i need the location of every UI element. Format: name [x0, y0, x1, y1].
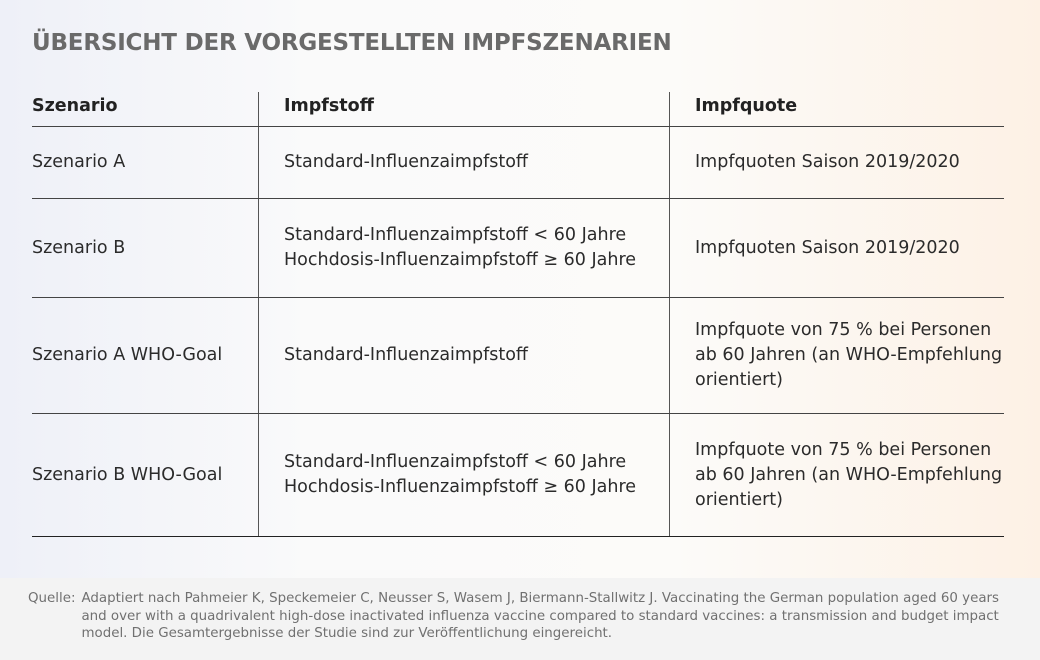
rate-line: Impfquoten Saison 2019/2020 — [695, 237, 960, 258]
source-note — [28, 590, 1013, 643]
source-text: Adaptiert nach Pahmeier K, Speckemeier C, Neusser S, Wasem J, Biermann-Stallwitz J. Vaccinating the German population aged 60 years and over with a quadrivalent high-dose inactivated influenza vaccine compared to standard vaccines: a transmission and budget impact model. Die Gesamtergebnisse der Studie sind zur Veröffentlichung eingereicht. — [81, 591, 1000, 641]
vaccine-cell — [258, 298, 669, 413]
table-row — [32, 414, 1004, 537]
vaccine-cell — [258, 414, 669, 536]
vaccine-line: Hochdosis-Influenzaimpfstoff ≥ 60 Jahre — [284, 477, 637, 497]
vaccine-cell — [258, 127, 669, 198]
scenario-cell: Szenario B WHO-Goal — [32, 464, 223, 485]
column-header-scenario: Szenario — [32, 96, 118, 116]
source-footer — [0, 578, 1040, 660]
vaccine-line: Standard-Influenzaimpfstoff — [284, 345, 528, 365]
rate-line: orientiert) — [695, 370, 783, 390]
vaccine-line: Standard-Influenzaimpfstoff < 60 Jahre — [284, 225, 627, 245]
scenario-cell: Szenario A — [32, 152, 126, 172]
rate-cell — [669, 199, 1004, 297]
rate-line: ab 60 Jahren (an WHO-Empfehlung — [695, 464, 1003, 485]
rate-cell — [669, 127, 1004, 198]
vaccine-line: Hochdosis-Influenzaimpfstoff ≥ 60 Jahre — [284, 250, 637, 270]
table-row — [32, 199, 1004, 298]
scenario-cell: Szenario B — [32, 237, 126, 258]
source-label: Quelle: — [28, 591, 76, 606]
rate-line: ab 60 Jahren (an WHO-Empfehlung — [695, 345, 1003, 365]
rate-cell — [669, 414, 1004, 536]
vaccine-cell — [258, 199, 669, 297]
vaccine-line: Standard-Influenzaimpfstoff < 60 Jahre — [284, 452, 627, 472]
column-header-vaccine: Impfstoff — [258, 92, 669, 126]
table-row — [32, 298, 1004, 414]
table-row — [32, 127, 1004, 199]
vaccine-line: Standard-Influenzaimpfstoff — [284, 152, 528, 172]
rate-line: orientiert) — [695, 489, 783, 510]
scenario-cell: Szenario A WHO-Goal — [32, 345, 223, 365]
page-title: ÜBERSICHT DER VORGESTELLTEN IMPFSZENARIEN — [32, 30, 672, 56]
scenario-table — [32, 92, 1004, 537]
rate-line: Impfquoten Saison 2019/2020 — [695, 152, 960, 172]
rate-line: Impfquote von 75 % bei Personen — [695, 439, 992, 460]
table-header-row — [32, 92, 1004, 127]
column-header-rate: Impfquote — [669, 92, 1004, 126]
rate-cell — [669, 298, 1004, 413]
rate-line: Impfquote von 75 % bei Personen — [695, 320, 992, 340]
